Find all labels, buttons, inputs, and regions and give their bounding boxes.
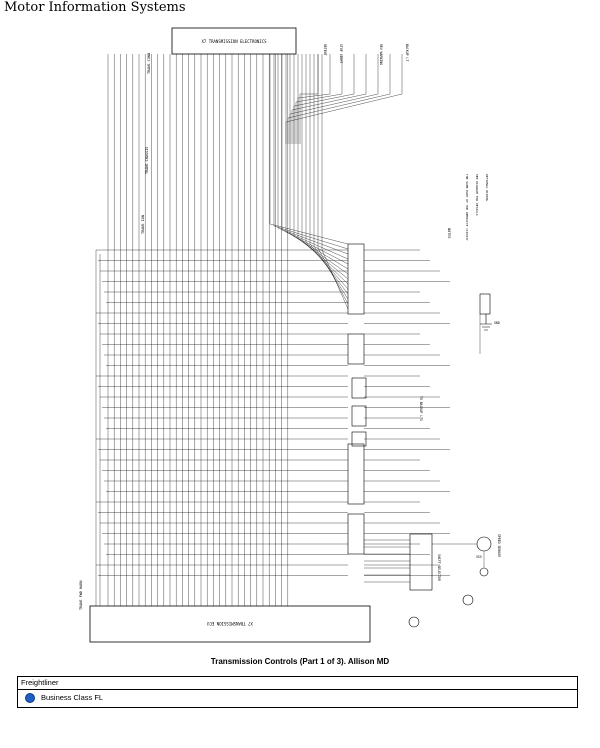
diagram-caption: Transmission Controls (Part 1 of 3). Allison MD (210, 657, 390, 666)
right-connector-block (348, 244, 364, 314)
page-header-title: Motor Information Systems (4, 0, 186, 15)
note-2: SEE DIAGRAM FOR DETAILS (475, 174, 479, 216)
to-backup-label: TO BACKUP LTS (419, 396, 423, 421)
shift-selector-label: SHIFT SELECTOR (437, 554, 441, 581)
wire (310, 244, 348, 294)
model-name[interactable]: Business Class FL (41, 693, 104, 702)
rev-warning-label: REV WARNING (379, 44, 383, 66)
speed-sensor-symbol (477, 537, 491, 551)
detent-label: DETENT (323, 44, 327, 56)
note-3: OPTIONAL WIRING (485, 174, 489, 202)
note-1: THE SAME PART OF THE OPPOSITE CIRCUIT (465, 174, 469, 241)
ground-symbol (480, 314, 492, 330)
trans-conn-label: TRANS CONN (147, 52, 151, 74)
bullet-icon (25, 693, 35, 703)
backup-lt-label: BACKUP LT (405, 44, 409, 62)
wire (288, 94, 390, 118)
top-connector-label: X7 TRANSMISSION ELECTRONICS (201, 39, 267, 44)
wire (302, 240, 348, 284)
ground-label: GND (494, 321, 500, 325)
wire (298, 238, 348, 279)
bottom-connector-label: X7 TRANSMISSION ECU (207, 621, 253, 626)
trans-fwd-label: TRANS FWD HARN (79, 580, 83, 610)
stop-light-label: STOP LIGHT (339, 44, 343, 64)
wire (306, 242, 348, 289)
model-row[interactable] (18, 690, 577, 706)
vehicle-info-box (17, 676, 578, 708)
trans-ign-label: TRANS IGN (141, 215, 145, 234)
wire (294, 94, 354, 106)
wire (282, 230, 348, 259)
trans-chassis-label: TRANS CHASSIS (145, 146, 149, 174)
wiring-diagram (0, 14, 600, 662)
shift-selector-box (410, 534, 432, 590)
notes-label: NOTES (447, 228, 451, 239)
wire (294, 236, 348, 274)
vss-label: VSS (476, 555, 482, 559)
wire (322, 250, 348, 309)
speed-sensor-label: SPEED SENSOR (497, 534, 501, 558)
brand-name: Freightliner (18, 677, 577, 690)
wire (286, 94, 402, 122)
